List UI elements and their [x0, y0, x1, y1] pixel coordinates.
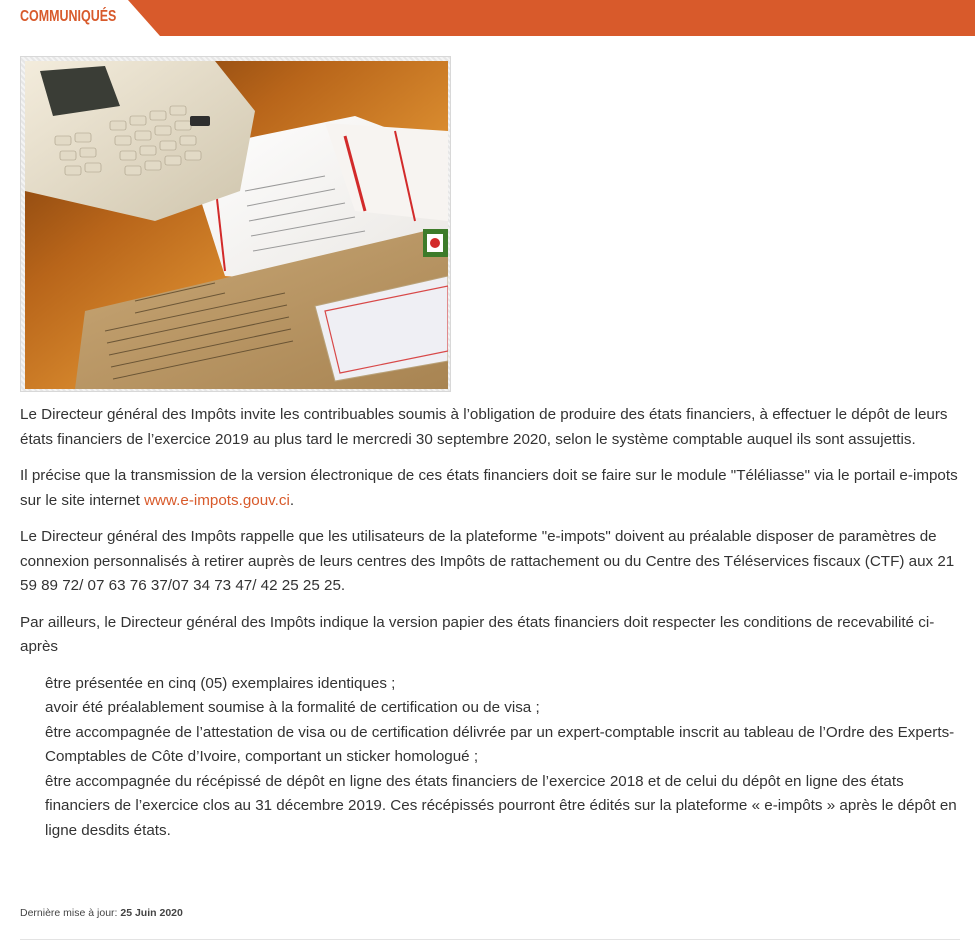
article-image — [25, 61, 448, 389]
paragraph-credentials: Le Directeur général des Impôts rappelle que les utilisateurs de la plateforme "e-impots" doivent au préalable disposer de paramètres de connexion personnalisés à retirer auprès de leurs centres des Impôts de rattachement ou du Centre des Téléservices fiscaux (CTF) aux 21 59 89 72/ 07 63 76 37/07 34 73 47/ 42 25 25 25. — [20, 528, 955, 594]
paragraph-deadline: Le Directeur général des Impôts invite les contribuables soumis à l’obligation de produire des états financiers, à effectuer le dépôt de leurs états financiers de l’exercice 2019 au plus tard le mercredi 30 septembre 2020, selon le système comptable auquel ils sont assujettis. — [20, 406, 948, 448]
list-item: être présentée en cinq (05) exemplaires identiques ; — [45, 674, 396, 692]
paragraph-transmission — [20, 464, 960, 513]
paragraph-transmission-text: Il précise que la transmission de la version électronique de ces états financiers doit se faire sur le module "Téléliasse" via le portail e-impots sur le site internet — [20, 467, 958, 509]
section-title: COMMUNIQUÉS — [20, 8, 117, 25]
paragraph-transmission-end: . — [289, 491, 295, 509]
last-update — [20, 907, 183, 919]
last-update-date: 25 Juin 2020 — [120, 907, 183, 919]
list-item: avoir été préalablement soumise à la formalité de certification ou de visa ; — [45, 699, 540, 716]
footer-divider — [20, 939, 960, 940]
e-impots-link[interactable]: www.e-impots.gouv.ci — [144, 491, 290, 509]
calculator-envelope-photo — [25, 61, 448, 389]
paragraph-paper-version: Par ailleurs, le Directeur général des Impôts indique la version papier des états financiers doit respecter les conditions de recevabilité ci-après — [20, 613, 935, 655]
conditions-list — [20, 672, 960, 844]
list-item: être accompagnée du récépissé de dépôt en ligne des états financiers de l’exercice 2018 et de celui du dépôt en ligne des états financiers de l’exercice clos au 31 décembre 2019. Ces récépissés pourront être édités sur la plateforme « e-impôts » après le dépôt en ligne desdits états. — [45, 772, 957, 839]
article-image-frame — [20, 56, 451, 392]
last-update-label: Dernière mise à jour: — [20, 907, 121, 919]
article-body — [20, 403, 960, 843]
list-item: être accompagnée de l’attestation de visa ou de certification délivrée par un expert-comptable inscrit au tableau de l’Ordre des Experts-Comptables de Côte d’Ivoire, comportant un sticker homologué ; — [45, 723, 955, 765]
